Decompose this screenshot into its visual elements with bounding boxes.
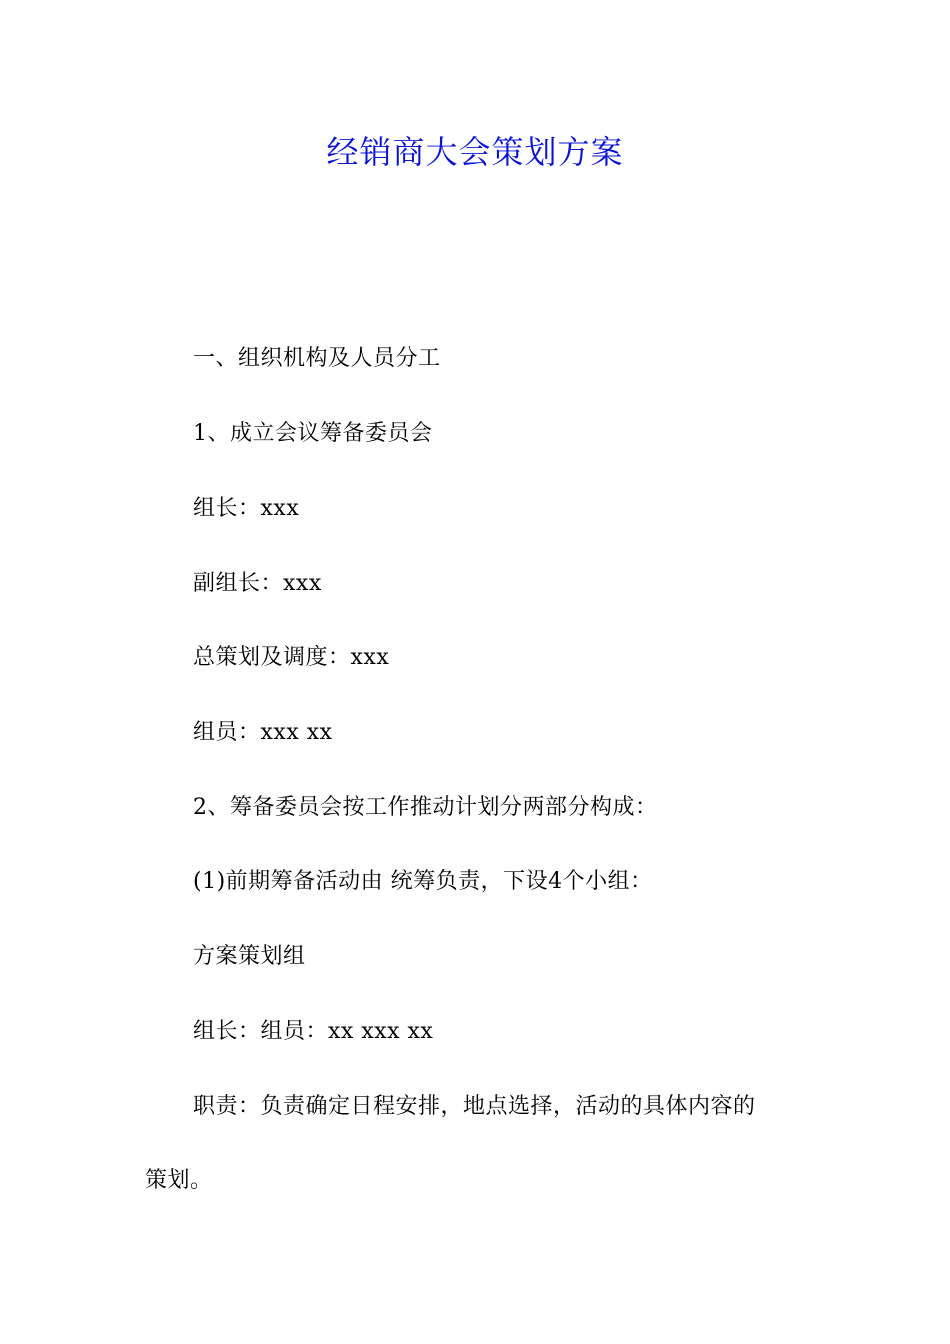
planning-group-duties-line: 职责：负责确定日程安排，地点选择，活动的具体内容的	[193, 1094, 756, 1119]
planning-group-duties-continuation: 策划。	[145, 1168, 213, 1193]
subsection-committee: 1、成立会议筹备委员会	[193, 421, 433, 446]
planning-group-heading: 方案策划组	[193, 944, 306, 969]
document-title: 经销商大会策划方案	[326, 133, 624, 171]
chief-planner-line: 总策划及调度：xxx	[193, 645, 390, 670]
members-line: 组员：xxx xx	[193, 720, 333, 745]
section-heading-organization: 一、组织机构及人员分工	[193, 346, 441, 371]
preparation-phase-line: (1)前期筹备活动由 统筹负责，下设4个小组：	[193, 869, 653, 894]
deputy-leader-line: 副组长：xxx	[193, 571, 322, 596]
leader-line: 组长：xxx	[193, 496, 300, 521]
subsection-composition: 2、筹备委员会按工作推动计划分两部分构成：	[193, 795, 658, 820]
planning-group-members-line: 组长：组员：xx xxx xx	[193, 1019, 434, 1044]
